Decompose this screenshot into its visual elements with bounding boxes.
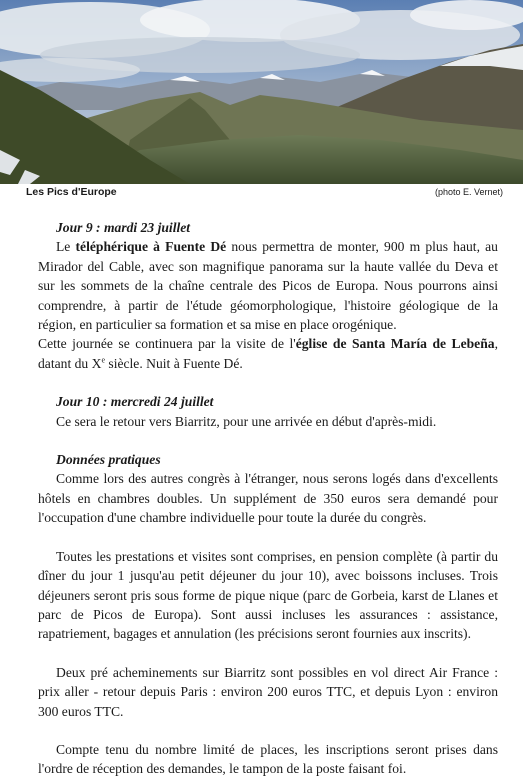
mountain-landscape-image <box>0 0 523 184</box>
article-body <box>38 218 498 779</box>
practical-paragraph-4: Compte tenu du nombre limité de places, les inscriptions seront prises dans l'ordre de réception des demandes, le tampon de la poste faisant foi. <box>38 741 498 777</box>
day9-paragraph-1 <box>38 237 498 334</box>
practical-paragraph-2: Toutes les prestations et visites sont comprises, en pension complète (à partir du dîner du jour 1 jusqu'au petit déjeuner du jour 10), avec boissons incluses. Trois déjeuners seront pris sous forme de pique nique (parc de Gorbeia, karst de Llanes et parc de Picos de Europa). Sont aussi incluses les assurances : assistance, rapatriement, bagages et annulation (les précisions seront fournies aux inscrits). <box>38 548 498 642</box>
century-superscript: e <box>101 355 105 365</box>
photo-caption-row <box>26 186 503 202</box>
day10-title: Jour 10 : mercredi 24 juillet <box>56 394 214 410</box>
practical-paragraph-3: Deux pré acheminements sur Biarritz sont possibles en vol direct Air France : prix aller - retour depuis Paris : environ 200 euros TTC, et depuis Lyon : environ 300 euros TTC. <box>38 664 498 719</box>
day9-title: Jour 9 : mardi 23 juillet <box>56 220 191 235</box>
text-run: , datant du X <box>38 336 498 371</box>
day10-paragraph: Ce sera le retour vers Biarritz, pour une arrivée en début d'après-midi. <box>56 413 437 429</box>
text-run: nous permettra de monter, 900 m plus haut, au Mirador del Cable, avec son magnifique panorama sur la haute vallée du Deva et sur les sommets de la chaîne centrale des Picos de Europa. Nous pourrons ainsi comprendre, à partir de l'étude géomorphologique, l'histoire géologique de la région, en particulier sa formation et sa mise en place orogénique. <box>38 239 498 333</box>
cable-car-highlight: téléphérique à Fuente Dé <box>75 239 227 255</box>
text-run: Le <box>56 239 76 255</box>
day9-paragraph-2 <box>38 334 498 373</box>
church-highlight: église de Santa María de Lebeña <box>295 336 495 352</box>
text-run: siècle. Nuit à Fuente Dé. <box>105 355 243 371</box>
practical-paragraph-1: Comme lors des autres congrès à l'étranger, nous serons logés dans d'excellents hôtels en chambres doubles. Un supplément de 350 euros sera demandé pour l'occupation d'une chambre individuelle pour toute la durée du congrès. <box>38 471 498 526</box>
mountain-panorama-photo <box>0 0 523 184</box>
text-run: Cette journée se continuera par la visite de l' <box>38 336 296 352</box>
photo-caption: Les Pics d'Europe <box>26 186 117 198</box>
photo-credit: (photo E. Vernet) <box>434 187 503 197</box>
practical-title: Données pratiques <box>56 452 161 468</box>
